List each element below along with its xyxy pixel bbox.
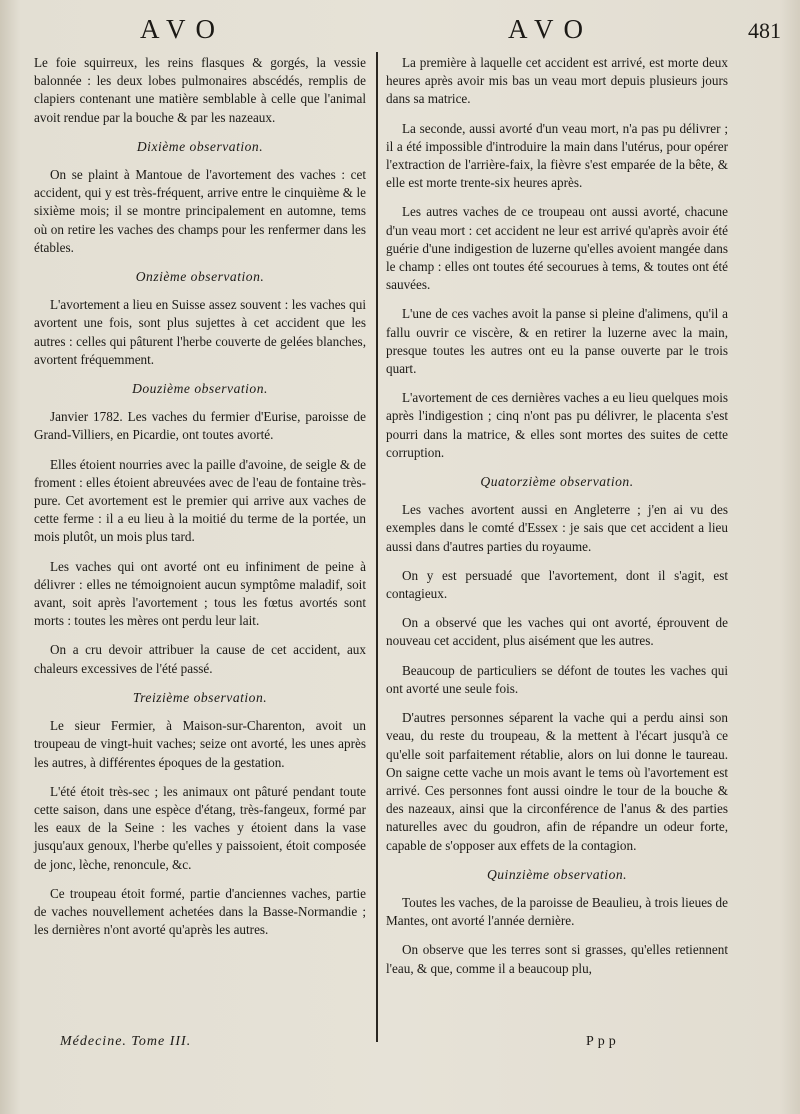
column-divider: [376, 52, 378, 1042]
paragraph: On observe que les terres sont si grasses, qu'elles retiennent l'eau, & que, comme il a beaucoup plu,: [386, 942, 728, 976]
running-head-left: AVO: [140, 14, 226, 44]
paragraph: La première à laquelle cet accident est arrivé, est morte deux heures après avoir mis bas un veau mort depuis plusieurs jours dans sa matrice.: [386, 55, 728, 107]
paragraph: L'avortement de ces dernières vaches a eu lieu quelques mois après l'indigestion ; cinq n'ont pas pu délivrer, le placenta s'est pourri dans la matrice, & elles sont mortes des suites de cette corruption.: [386, 390, 728, 460]
paragraph: La seconde, aussi avorté d'un veau mort, n'a pas pu délivrer ; il a été impossible d'introduire la main dans l'utérus, pour opérer l'extraction de l'arrière-faix, la fièvre s'est emparée de la bête, & elle est morte trente-six heures après.: [386, 120, 728, 191]
paragraph: Toutes les vaches, de la paroisse de Beaulieu, à trois lieues de Mantes, ont avorté l'année dernière.: [386, 894, 728, 929]
paragraph: Ce troupeau étoit formé, partie d'anciennes vaches, partie de vaches nouvellement achetées dans la Basse-Normandie ; les dernières n'ont avorté qu'après les autres.: [34, 885, 366, 938]
paragraph: Beaucoup de particuliers se défont de toutes les vaches qui ont avorté une seule fois.: [386, 662, 728, 696]
paragraph: L'avortement a lieu en Suisse assez souvent : les vaches qui avortent une fois, sont plus sujettes à cet accident que les autres : celles qui pâturent l'herbe couverte de gelées blanches, avortent fréquemment.: [34, 297, 366, 367]
left-column: [34, 54, 366, 950]
paragraph: Elles étoient nourries avec la paille d'avoine, de seigle & de froment : elles étoient abreuvées avec de l'eau de fontaine très-pure. Cet avortement est le premier qui arrive aux vaches de cette ferme : il a eu lieu à la moitié du terme de la portée, un mois plutôt, un mois plus tard.: [34, 456, 366, 545]
paragraph: Janvier 1782. Les vaches du fermier d'Eurise, paroisse de Grand-Villiers, en Picardie, ont toutes avorté.: [34, 409, 366, 443]
paragraph: On se plaint à Mantoue de l'avortement des vaches : cet accident, qui y est très-fréquent, arrive entre le cinquième & le sixième mois; il se montre principalement en automne, tems où on retire les vaches des champs pour les renfermer dans les étables.: [34, 167, 366, 255]
section-heading: Treizième observation.: [132, 689, 268, 705]
page-number: 481: [748, 18, 781, 43]
paragraph: On a observé que les vaches qui ont avorté, éprouvent de nouveau cet accident, plus aisément que les autres.: [386, 615, 728, 649]
paragraph: Le foie squirreux, les reins flasques & gorgés, la vessie balonnée : les deux lobes pulmonaires abscédés, remplis de clapiers contenant une matière semblable à celle que l'animal avoit rendue par la bouche & par les nazeaux.: [34, 55, 366, 125]
paragraph: Les vaches qui ont avorté ont eu infiniment de peine à délivrer : elles ne témoignoient aucun symptôme maladif, soit avant, soit après l'avortement ; tous les fœtus avortés sont morts : toutes les mères ont perdu leur lait.: [34, 558, 366, 629]
section-heading: Quinzième observation.: [486, 866, 628, 882]
paragraph: Les vaches avortent aussi en Angleterre ; j'en ai vu des exemples dans le comté d'Essex : je sais que cet accident a lieu aussi dans d'autres parties du royaume.: [386, 502, 728, 554]
section-heading: Onzième observation.: [135, 269, 265, 285]
paragraph: L'été étoit très-sec ; les animaux ont pâturé pendant toute cette saison, dans une espèce d'étang, très-fangeux, formé par les eaux de la Seine : les vaches y étoient dans la vase jusqu'aux genoux, l'herbe qu'elles y paissoient, étoit composée de jonc, lèche, renoncule, &c.: [34, 783, 366, 872]
right-column: [386, 54, 728, 989]
volume-footer: Médecine. Tome III.: [60, 1034, 192, 1049]
paragraph: L'une de ces vaches avoit la panse si pleine d'alimens, qu'il a fallu ouvrir ce viscère, & en retirer la luzerne avec la main, presque toutes les autres ont eu la panse ouverte par le trois quart.: [386, 306, 728, 377]
signature-mark: Ppp: [586, 1034, 620, 1049]
section-heading: Quatorzième observation.: [480, 474, 634, 490]
section-heading: Douzième observation.: [132, 381, 268, 397]
paragraph: Les autres vaches de ce troupeau ont aussi avorté, chacune d'un veau mort : cet accident ne leur est arrivé qu'après avoir été guérie d'une indigestion de luzerne qu'elles avoient mangée dans le champ : elles ont toutes été secourues à tems, & toutes ont été sauvées.: [386, 204, 728, 293]
running-head-right: AVO: [508, 14, 594, 44]
section-heading: Dixième observation.: [136, 138, 264, 154]
paragraph: D'autres personnes séparent la vache qui a perdu ainsi son veau, du reste du troupeau, & la mettent à l'écart jusqu'à ce qu'elle soit parfaitement rétablie, alors on lui donne le taureau. On saigne cette vache un mois avant le tems où l'avortement est arrivé. Ces personnes font aussi oindre le tour de la bouche & des nazeaux, ainsi que la circonférence de l'anus & des parties naturelles avec du goudron, afin de répandre un odeur forte, capable de s'opposer aux effets de la contagion.: [386, 710, 728, 853]
paragraph: On a cru devoir attribuer la cause de cet accident, aux chaleurs excessives de l'été passé.: [34, 642, 366, 676]
paragraph: Le sieur Fermier, à Maison-sur-Charenton, avoit un troupeau de vingt-huit vaches; seize ont avorté, les unes après les autres, à différentes époques de la gestation.: [34, 718, 366, 770]
paragraph: On y est persuadé que l'avortement, dont il s'agit, est contagieux.: [386, 567, 728, 602]
